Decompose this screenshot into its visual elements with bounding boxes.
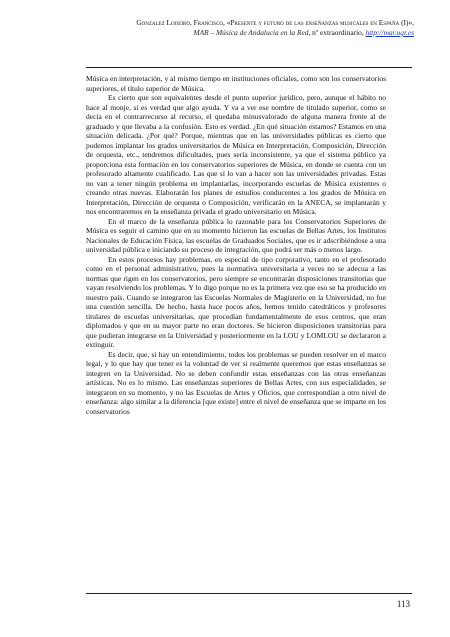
paragraph: Es decir, que, si hay un entendimiento, todos los problemas se pueden resolver en el marco legal, y lo que hay que tener es la voluntad de ver si realmente queremos que estas enseñanzas se integren en la Universidad. No se deben confundir estas enseñanzas con las otras enseñanzas artísticas. No es lo mismo. Las enseñanzas superiores de Bellas Artes, con sus especialidades, se integraron en su momento, y no las Escuelas de Artes y Oficios, que correspondían a otro nivel de enseñanza: algo similar a la diferencia [que existe] entre el nivel de enseñanza que se imparte en los conservatorios xyxy=(86,349,386,416)
header-journal: MAR – Música de Andalucía en la Red, xyxy=(193,28,311,37)
footer-divider xyxy=(86,593,412,594)
running-header xyxy=(114,18,414,38)
header-url-link[interactable]: http://mar.ugr.es xyxy=(365,28,414,37)
body-text xyxy=(86,74,386,416)
paragraph: Es cierto que son equivalentes desde el punto superior jurídico, pero, aunque el hábito no hace al monje, sí es verdad que algo ayuda. Y va a ver ese nombre de titulado superior, como se decía en el contrarrecurso al recurso, el quedaba minusvalorado de alguna manera frente al de graduado y que llevaba a la confusión. Esto es verdad. ¿En qué situación estamos? Estamos en una situación delicada. ¿Por qué? Porque, mientras que en las universidades públicas es cierto que podemos implantar los grados universitarios de Música en Interpretación, Composición, Dirección de orquesta, etc., tendremos dificultades, pues sería inconsistente, ya que el sistema público ya proporciona esta formación en los conservatorios superiores de Música, en donde se cuenta con un profesorado altamente cualificado. Las que sí lo van a hacer son las universidades privadas. Estas no van a tener ningún problema en implantarlas, incorporando escuelas de Música existentes o creando otras nuevas. Elaborarán los planes de estudios conducentes a los grados de Música en Interpretación, Dirección de orquesta o Composición, verificarán en la ANECA, se implantarán y nos encontraremos en la enseñanza privada el grado universitario en Música. xyxy=(86,93,386,216)
paragraph: En el marco de la enseñanza pública lo razonable para los Conservatorios Superiores de Música es seguir el camino que en su momento hicieron las escuelas de Bellas Artes, los Institutos Nacionales de Educación Física, las escuelas de Graduados Sociales, que es ir adscribiéndose a una universidad pública e iniciando su proceso de integración, que podrá ser más o menos largo. xyxy=(86,216,386,254)
paragraph: Música en interpretación, y al mismo tiempo en instituciones oficiales, como son los conservatorios superiores, el título superior de Música. xyxy=(86,74,386,93)
paragraph: En estos procesos hay problemas, en especial de tipo corporativo, tanto en el profesorado como en el personal administrativo, pues la normativa universitaria a veces no se adecua a las normas que rigen en los conservatorios, pero siempre se encontrarán disposiciones transitorias que vayan resolviendo los problemas. Y lo digo porque no es la primera vez que eso se ha producido en nuestro país. Cuando se integraron las Escuelas Normales de Magisterio en la Universidad, no fue una cuestión sencilla. De hecho, hasta hace pocos años, hemos tenido catedráticos y profesores titulares de escuelas universitarias, que procedían fundamentalmente de esos centros, que eran diplomados y que en su mayor parte no eran doctores. Se hicieron disposiciones transitorias para que pudieran integrarse en la Universidad y posteriormente en la LOU y LOMLOU se declararon a extinguir. xyxy=(86,254,386,349)
header-divider xyxy=(86,67,412,68)
header-citation: Gonzalez Lodeiro, Francisco, «Presente y futuro de las enseñanzas musicales en España (I)», xyxy=(136,18,414,27)
page-number: 113 xyxy=(396,599,410,609)
header-issue: nº extraordinario, xyxy=(310,28,366,37)
